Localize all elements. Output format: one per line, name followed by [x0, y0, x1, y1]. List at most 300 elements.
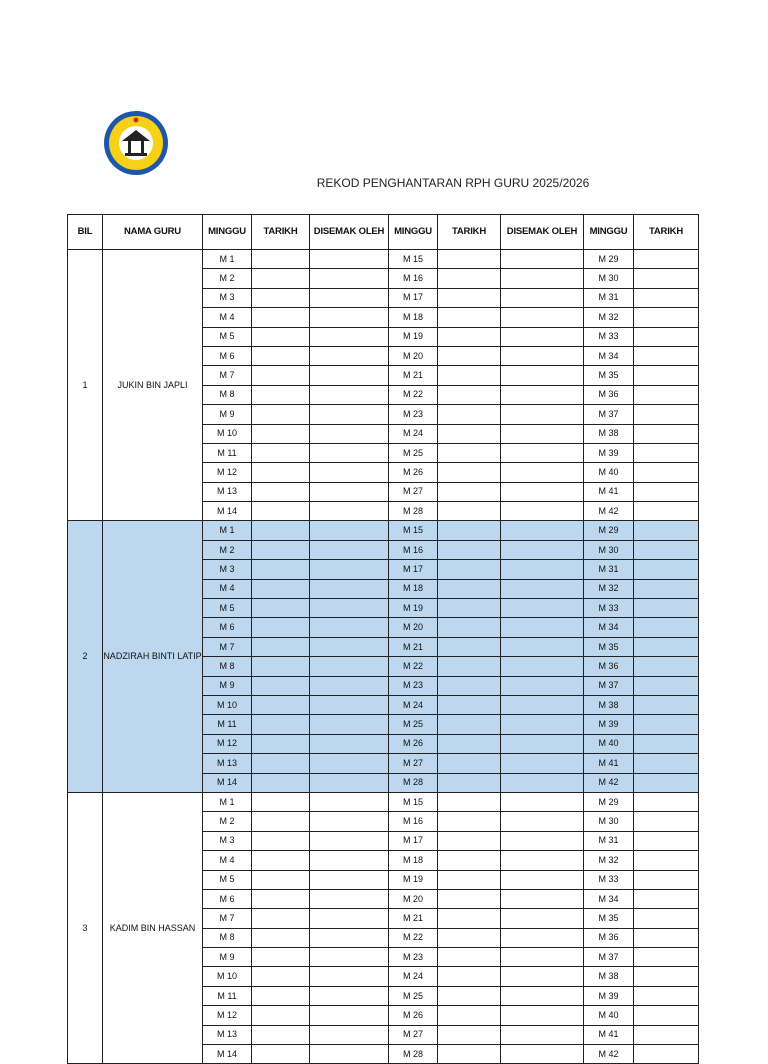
disemak-oleh-cell[interactable] — [310, 831, 389, 850]
disemak-oleh-cell[interactable] — [501, 540, 584, 559]
tarikh-cell[interactable] — [634, 676, 699, 695]
disemak-oleh-cell[interactable] — [310, 1006, 389, 1025]
week-cell: M 33 — [584, 599, 634, 618]
week-cell: M 39 — [584, 443, 634, 462]
tarikh-cell[interactable] — [438, 831, 501, 850]
tarikh-cell[interactable] — [252, 695, 310, 714]
disemak-oleh-cell[interactable] — [310, 676, 389, 695]
tarikh-cell[interactable] — [252, 851, 310, 870]
week-cell: M 18 — [389, 579, 438, 598]
tarikh-cell[interactable] — [634, 695, 699, 714]
tarikh-cell[interactable] — [634, 385, 699, 404]
disemak-oleh-cell[interactable] — [501, 715, 584, 734]
tarikh-cell[interactable] — [634, 346, 699, 365]
disemak-oleh-cell[interactable] — [501, 928, 584, 947]
disemak-oleh-cell[interactable] — [310, 928, 389, 947]
tarikh-cell[interactable] — [438, 754, 501, 773]
tarikh-cell[interactable] — [438, 463, 501, 482]
tarikh-cell[interactable] — [634, 540, 699, 559]
tarikh-cell[interactable] — [438, 676, 501, 695]
disemak-oleh-cell[interactable] — [310, 385, 389, 404]
week-cell: M 15 — [389, 250, 438, 269]
bil-cell: 2 — [68, 521, 103, 792]
disemak-oleh-cell[interactable] — [310, 657, 389, 676]
crest-pillar-right — [141, 141, 144, 153]
week-cell: M 16 — [389, 812, 438, 831]
week-cell: M 9 — [203, 676, 252, 695]
week-cell: M 21 — [389, 637, 438, 656]
tarikh-cell[interactable] — [252, 599, 310, 618]
tarikh-cell[interactable] — [438, 385, 501, 404]
week-cell: M 40 — [584, 1006, 634, 1025]
week-cell: M 17 — [389, 560, 438, 579]
week-cell: M 18 — [389, 308, 438, 327]
school-crest-icon — [103, 110, 169, 176]
tarikh-cell[interactable] — [252, 269, 310, 288]
header-nama-guru: NAMA GURU — [103, 215, 203, 250]
week-cell: M 28 — [389, 773, 438, 792]
disemak-oleh-cell[interactable] — [501, 870, 584, 889]
week-cell: M 25 — [389, 443, 438, 462]
disemak-oleh-cell[interactable] — [501, 308, 584, 327]
disemak-oleh-cell[interactable] — [501, 250, 584, 269]
disemak-oleh-cell[interactable] — [310, 463, 389, 482]
week-cell: M 23 — [389, 405, 438, 424]
tarikh-cell[interactable] — [634, 405, 699, 424]
disemak-oleh-cell[interactable] — [310, 986, 389, 1005]
tarikh-cell[interactable] — [438, 250, 501, 269]
tarikh-cell[interactable] — [252, 657, 310, 676]
disemak-oleh-cell[interactable] — [501, 482, 584, 501]
tarikh-cell[interactable] — [634, 715, 699, 734]
week-cell: M 41 — [584, 1025, 634, 1044]
week-cell: M 17 — [389, 288, 438, 307]
tarikh-cell[interactable] — [438, 1006, 501, 1025]
tarikh-cell[interactable] — [252, 889, 310, 908]
tarikh-cell[interactable] — [252, 754, 310, 773]
disemak-oleh-cell[interactable] — [310, 540, 389, 559]
disemak-oleh-cell[interactable] — [310, 870, 389, 889]
tarikh-cell[interactable] — [634, 754, 699, 773]
week-cell: M 7 — [203, 909, 252, 928]
disemak-oleh-cell[interactable] — [310, 618, 389, 637]
week-cell: M 35 — [584, 366, 634, 385]
disemak-oleh-cell[interactable] — [501, 1006, 584, 1025]
header-minggu: MINGGU — [203, 215, 252, 250]
disemak-oleh-cell[interactable] — [501, 773, 584, 792]
disemak-oleh-cell[interactable] — [501, 288, 584, 307]
week-cell: M 37 — [584, 676, 634, 695]
disemak-oleh-cell[interactable] — [501, 676, 584, 695]
week-cell: M 26 — [389, 463, 438, 482]
tarikh-cell[interactable] — [252, 715, 310, 734]
tarikh-cell[interactable] — [252, 909, 310, 928]
tarikh-cell[interactable] — [252, 250, 310, 269]
week-cell: M 20 — [389, 618, 438, 637]
tarikh-cell[interactable] — [634, 967, 699, 986]
disemak-oleh-cell[interactable] — [310, 327, 389, 346]
disemak-oleh-cell[interactable] — [501, 443, 584, 462]
tarikh-cell[interactable] — [438, 657, 501, 676]
tarikh-cell[interactable] — [634, 366, 699, 385]
disemak-oleh-cell[interactable] — [501, 734, 584, 753]
tarikh-cell[interactable] — [634, 1045, 699, 1064]
disemak-oleh-cell[interactable] — [501, 889, 584, 908]
tarikh-cell[interactable] — [438, 327, 501, 346]
week-cell: M 38 — [584, 695, 634, 714]
disemak-oleh-cell[interactable] — [310, 308, 389, 327]
tarikh-cell[interactable] — [252, 346, 310, 365]
disemak-oleh-cell[interactable] — [310, 1025, 389, 1044]
disemak-oleh-cell[interactable] — [501, 792, 584, 811]
tarikh-cell[interactable] — [634, 579, 699, 598]
disemak-oleh-cell[interactable] — [501, 269, 584, 288]
disemak-oleh-cell[interactable] — [501, 366, 584, 385]
tarikh-cell[interactable] — [438, 812, 501, 831]
disemak-oleh-cell[interactable] — [310, 599, 389, 618]
tarikh-cell[interactable] — [438, 269, 501, 288]
week-cell: M 27 — [389, 1025, 438, 1044]
tarikh-cell[interactable] — [438, 948, 501, 967]
tarikh-cell[interactable] — [634, 521, 699, 540]
tarikh-cell[interactable] — [438, 443, 501, 462]
disemak-oleh-cell[interactable] — [501, 754, 584, 773]
tarikh-cell[interactable] — [634, 308, 699, 327]
tarikh-cell[interactable] — [252, 773, 310, 792]
week-cell: M 29 — [584, 521, 634, 540]
week-cell: M 23 — [389, 676, 438, 695]
disemak-oleh-cell[interactable] — [310, 715, 389, 734]
tarikh-cell[interactable] — [252, 831, 310, 850]
tarikh-cell[interactable] — [634, 734, 699, 753]
tarikh-cell[interactable] — [634, 424, 699, 443]
tarikh-cell[interactable] — [252, 812, 310, 831]
week-cell: M 6 — [203, 889, 252, 908]
disemak-oleh-cell[interactable] — [310, 754, 389, 773]
tarikh-cell[interactable] — [438, 909, 501, 928]
tarikh-cell[interactable] — [634, 443, 699, 462]
disemak-oleh-cell[interactable] — [310, 773, 389, 792]
week-cell: M 32 — [584, 579, 634, 598]
tarikh-cell[interactable] — [634, 870, 699, 889]
tarikh-cell[interactable] — [634, 327, 699, 346]
week-cell: M 3 — [203, 560, 252, 579]
disemak-oleh-cell[interactable] — [501, 327, 584, 346]
tarikh-cell[interactable] — [252, 618, 310, 637]
disemak-oleh-cell[interactable] — [310, 424, 389, 443]
tarikh-cell[interactable] — [252, 443, 310, 462]
disemak-oleh-cell[interactable] — [310, 967, 389, 986]
week-cell: M 1 — [203, 792, 252, 811]
tarikh-cell[interactable] — [634, 637, 699, 656]
teacher-name-cell: KADIM BIN HASSAN — [103, 792, 203, 1063]
disemak-oleh-cell[interactable] — [501, 405, 584, 424]
tarikh-cell[interactable] — [438, 308, 501, 327]
tarikh-cell[interactable] — [634, 812, 699, 831]
disemak-oleh-cell[interactable] — [310, 909, 389, 928]
tarikh-cell[interactable] — [252, 482, 310, 501]
week-cell: M 26 — [389, 734, 438, 753]
disemak-oleh-cell[interactable] — [310, 366, 389, 385]
week-cell: M 9 — [203, 405, 252, 424]
tarikh-cell[interactable] — [634, 792, 699, 811]
record-table-wrapper — [67, 214, 698, 1059]
disemak-oleh-cell[interactable] — [501, 948, 584, 967]
tarikh-cell[interactable] — [252, 1025, 310, 1044]
week-cell: M 13 — [203, 754, 252, 773]
disemak-oleh-cell[interactable] — [501, 909, 584, 928]
tarikh-cell[interactable] — [438, 288, 501, 307]
tarikh-cell[interactable] — [438, 889, 501, 908]
tarikh-cell[interactable] — [252, 948, 310, 967]
tarikh-cell[interactable] — [438, 618, 501, 637]
tarikh-cell[interactable] — [634, 560, 699, 579]
tarikh-cell[interactable] — [438, 579, 501, 598]
page-title: REKOD PENGHANTARAN RPH GURU 2025/2026 — [316, 176, 590, 190]
week-cell: M 31 — [584, 288, 634, 307]
week-cell: M 28 — [389, 1045, 438, 1064]
tarikh-cell[interactable] — [438, 599, 501, 618]
teacher-name-cell: NADZIRAH BINTI LATIP — [103, 521, 203, 792]
teacher-name-cell: JUKIN BIN JAPLI — [103, 250, 203, 521]
disemak-oleh-cell[interactable] — [310, 812, 389, 831]
week-cell: M 31 — [584, 831, 634, 850]
tarikh-cell[interactable] — [438, 870, 501, 889]
week-cell: M 22 — [389, 928, 438, 947]
disemak-oleh-cell[interactable] — [501, 521, 584, 540]
week-cell: M 15 — [389, 792, 438, 811]
tarikh-cell[interactable] — [252, 424, 310, 443]
week-cell: M 9 — [203, 948, 252, 967]
tarikh-cell[interactable] — [252, 366, 310, 385]
week-cell: M 32 — [584, 308, 634, 327]
disemak-oleh-cell[interactable] — [310, 250, 389, 269]
tarikh-cell[interactable] — [438, 346, 501, 365]
week-cell: M 41 — [584, 482, 634, 501]
disemak-oleh-cell[interactable] — [310, 948, 389, 967]
week-cell: M 4 — [203, 308, 252, 327]
tarikh-cell[interactable] — [438, 540, 501, 559]
week-cell: M 13 — [203, 482, 252, 501]
disemak-oleh-cell[interactable] — [310, 792, 389, 811]
week-cell: M 2 — [203, 269, 252, 288]
week-cell: M 19 — [389, 599, 438, 618]
disemak-oleh-cell[interactable] — [310, 579, 389, 598]
week-cell: M 24 — [389, 424, 438, 443]
disemak-oleh-cell[interactable] — [501, 463, 584, 482]
week-cell: M 25 — [389, 715, 438, 734]
disemak-oleh-cell[interactable] — [310, 695, 389, 714]
disemak-oleh-cell[interactable] — [501, 385, 584, 404]
tarikh-cell[interactable] — [438, 637, 501, 656]
disemak-oleh-cell[interactable] — [310, 502, 389, 521]
tarikh-cell[interactable] — [438, 734, 501, 753]
header-disemak-oleh: DISEMAK OLEH — [310, 215, 389, 250]
disemak-oleh-cell[interactable] — [310, 269, 389, 288]
week-cell: M 36 — [584, 385, 634, 404]
week-cell: M 35 — [584, 637, 634, 656]
tarikh-cell[interactable] — [438, 715, 501, 734]
header-disemak-oleh: DISEMAK OLEH — [501, 215, 584, 250]
tarikh-cell[interactable] — [252, 637, 310, 656]
tarikh-cell[interactable] — [438, 521, 501, 540]
week-cell: M 28 — [389, 502, 438, 521]
tarikh-cell[interactable] — [438, 482, 501, 501]
week-cell: M 38 — [584, 967, 634, 986]
disemak-oleh-cell[interactable] — [310, 637, 389, 656]
disemak-oleh-cell[interactable] — [501, 986, 584, 1005]
tarikh-cell[interactable] — [634, 1006, 699, 1025]
disemak-oleh-cell[interactable] — [310, 521, 389, 540]
disemak-oleh-cell[interactable] — [310, 560, 389, 579]
week-cell: M 4 — [203, 851, 252, 870]
tarikh-cell[interactable] — [634, 851, 699, 870]
disemak-oleh-cell[interactable] — [310, 734, 389, 753]
disemak-oleh-cell[interactable] — [501, 831, 584, 850]
tarikh-cell[interactable] — [634, 657, 699, 676]
table-row — [68, 521, 699, 540]
tarikh-cell[interactable] — [252, 385, 310, 404]
tarikh-cell[interactable] — [252, 734, 310, 753]
header-tarikh: TARIKH — [634, 215, 699, 250]
tarikh-cell[interactable] — [634, 618, 699, 637]
tarikh-cell[interactable] — [438, 851, 501, 870]
tarikh-cell[interactable] — [634, 288, 699, 307]
tarikh-cell[interactable] — [252, 967, 310, 986]
disemak-oleh-cell[interactable] — [501, 967, 584, 986]
tarikh-cell[interactable] — [252, 792, 310, 811]
tarikh-cell[interactable] — [252, 405, 310, 424]
disemak-oleh-cell[interactable] — [501, 695, 584, 714]
tarikh-cell[interactable] — [634, 463, 699, 482]
week-cell: M 36 — [584, 928, 634, 947]
week-cell: M 14 — [203, 773, 252, 792]
tarikh-cell[interactable] — [438, 967, 501, 986]
week-cell: M 34 — [584, 618, 634, 637]
tarikh-cell[interactable] — [252, 521, 310, 540]
tarikh-cell[interactable] — [634, 482, 699, 501]
week-cell: M 21 — [389, 909, 438, 928]
tarikh-cell[interactable] — [252, 502, 310, 521]
tarikh-cell[interactable] — [438, 405, 501, 424]
disemak-oleh-cell[interactable] — [501, 579, 584, 598]
tarikh-cell[interactable] — [634, 889, 699, 908]
disemak-oleh-cell[interactable] — [310, 346, 389, 365]
disemak-oleh-cell[interactable] — [310, 288, 389, 307]
disemak-oleh-cell[interactable] — [501, 1045, 584, 1064]
week-cell: M 20 — [389, 346, 438, 365]
disemak-oleh-cell[interactable] — [501, 424, 584, 443]
disemak-oleh-cell[interactable] — [501, 560, 584, 579]
disemak-oleh-cell[interactable] — [501, 618, 584, 637]
disemak-oleh-cell[interactable] — [310, 482, 389, 501]
tarikh-cell[interactable] — [634, 909, 699, 928]
week-cell: M 11 — [203, 986, 252, 1005]
disemak-oleh-cell[interactable] — [501, 657, 584, 676]
tarikh-cell[interactable] — [634, 948, 699, 967]
tarikh-cell[interactable] — [438, 986, 501, 1005]
tarikh-cell[interactable] — [438, 424, 501, 443]
tarikh-cell[interactable] — [438, 695, 501, 714]
tarikh-cell[interactable] — [634, 269, 699, 288]
week-cell: M 11 — [203, 715, 252, 734]
disemak-oleh-cell[interactable] — [501, 637, 584, 656]
tarikh-cell[interactable] — [252, 1045, 310, 1064]
tarikh-cell[interactable] — [634, 250, 699, 269]
tarikh-cell[interactable] — [634, 928, 699, 947]
week-cell: M 22 — [389, 385, 438, 404]
table-header-row — [68, 215, 699, 250]
week-cell: M 11 — [203, 443, 252, 462]
week-cell: M 17 — [389, 831, 438, 850]
week-cell: M 1 — [203, 521, 252, 540]
disemak-oleh-cell[interactable] — [310, 443, 389, 462]
disemak-oleh-cell[interactable] — [501, 599, 584, 618]
week-cell: M 26 — [389, 1006, 438, 1025]
disemak-oleh-cell[interactable] — [310, 1045, 389, 1064]
week-cell: M 23 — [389, 948, 438, 967]
week-cell: M 19 — [389, 870, 438, 889]
tarikh-cell[interactable] — [438, 792, 501, 811]
week-cell: M 34 — [584, 346, 634, 365]
tarikh-cell[interactable] — [252, 870, 310, 889]
disemak-oleh-cell[interactable] — [501, 502, 584, 521]
tarikh-cell[interactable] — [438, 560, 501, 579]
tarikh-cell[interactable] — [438, 773, 501, 792]
tarikh-cell[interactable] — [634, 599, 699, 618]
week-cell: M 24 — [389, 967, 438, 986]
tarikh-cell[interactable] — [252, 560, 310, 579]
disemak-oleh-cell[interactable] — [501, 1025, 584, 1044]
disemak-oleh-cell[interactable] — [310, 405, 389, 424]
week-cell: M 5 — [203, 870, 252, 889]
tarikh-cell[interactable] — [438, 928, 501, 947]
tarikh-cell[interactable] — [252, 579, 310, 598]
disemak-oleh-cell[interactable] — [501, 851, 584, 870]
tarikh-cell[interactable] — [634, 773, 699, 792]
tarikh-cell[interactable] — [252, 1006, 310, 1025]
tarikh-cell[interactable] — [438, 1025, 501, 1044]
week-cell: M 13 — [203, 1025, 252, 1044]
tarikh-cell[interactable] — [252, 986, 310, 1005]
tarikh-cell[interactable] — [252, 308, 310, 327]
tarikh-cell[interactable] — [634, 831, 699, 850]
disemak-oleh-cell[interactable] — [501, 812, 584, 831]
tarikh-cell[interactable] — [252, 327, 310, 346]
week-cell: M 6 — [203, 618, 252, 637]
tarikh-cell[interactable] — [252, 540, 310, 559]
tarikh-cell[interactable] — [252, 928, 310, 947]
tarikh-cell[interactable] — [438, 366, 501, 385]
tarikh-cell[interactable] — [252, 288, 310, 307]
week-cell: M 7 — [203, 637, 252, 656]
disemak-oleh-cell[interactable] — [501, 346, 584, 365]
week-cell: M 40 — [584, 734, 634, 753]
tarikh-cell[interactable] — [438, 502, 501, 521]
week-cell: M 8 — [203, 385, 252, 404]
week-cell: M 5 — [203, 327, 252, 346]
disemak-oleh-cell[interactable] — [310, 851, 389, 870]
tarikh-cell[interactable] — [634, 986, 699, 1005]
tarikh-cell[interactable] — [252, 463, 310, 482]
tarikh-cell[interactable] — [438, 1045, 501, 1064]
tarikh-cell[interactable] — [634, 1025, 699, 1044]
record-table — [67, 214, 699, 1064]
week-cell: M 22 — [389, 657, 438, 676]
tarikh-cell[interactable] — [634, 502, 699, 521]
tarikh-cell[interactable] — [252, 676, 310, 695]
disemak-oleh-cell[interactable] — [310, 889, 389, 908]
